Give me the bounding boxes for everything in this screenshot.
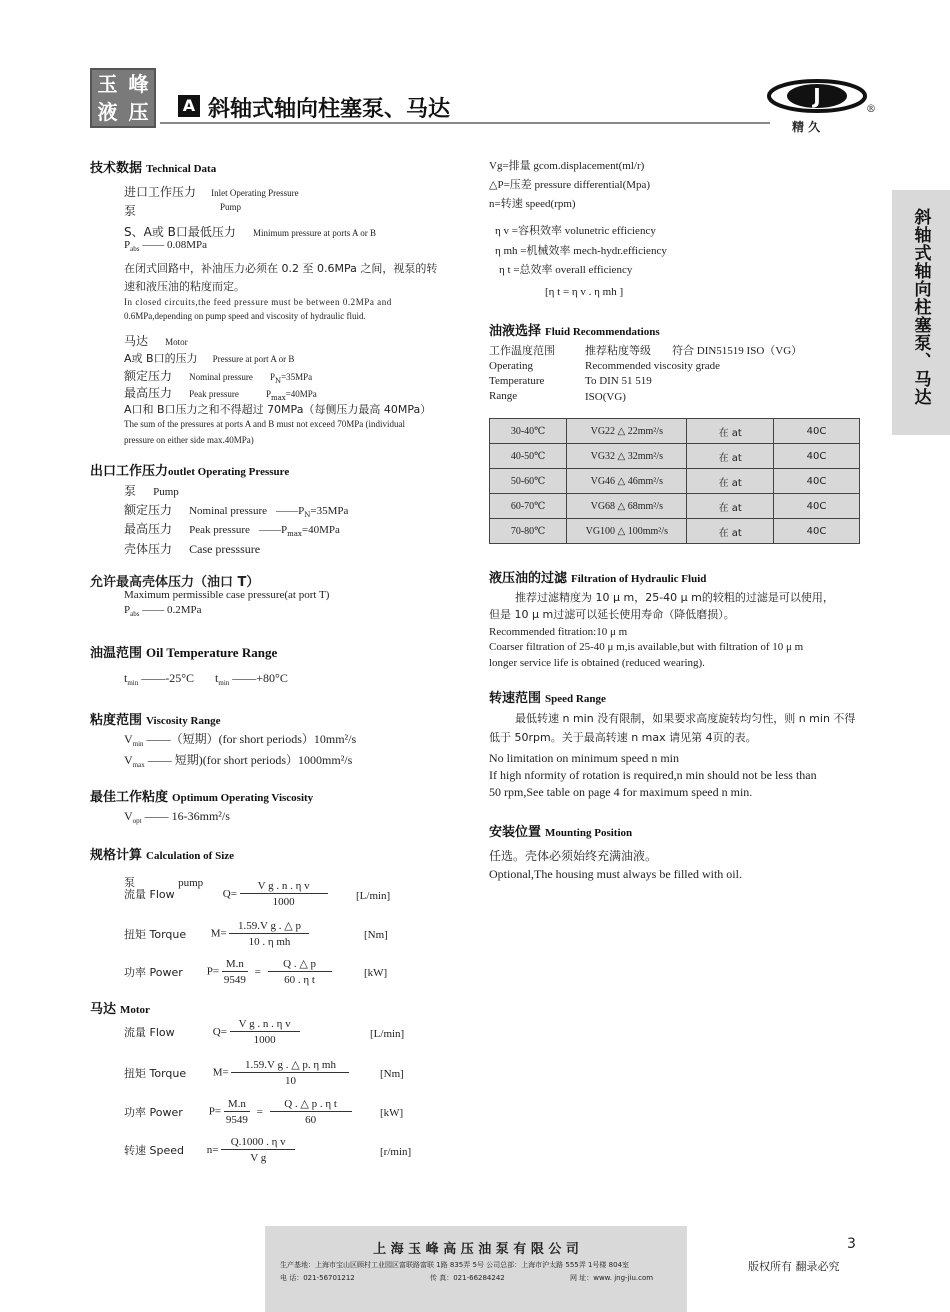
fluid-col-zh: 工作温度范围: [489, 344, 555, 357]
heading-zh: 技术数据: [90, 161, 143, 176]
label-en: Motor: [165, 337, 188, 347]
outlet-case-row: [124, 538, 260, 557]
label-zh: 泵: [124, 204, 137, 218]
efficiency-formula: [η t = η v . η mh ]: [545, 286, 624, 298]
heading-en: Calculation of Size: [146, 850, 235, 862]
pump-flow-formula: [124, 880, 391, 908]
case-max-heading: 允许最高壳体压力（油口 T）: [90, 575, 260, 590]
label-en: Nominal pressure: [189, 372, 253, 382]
symbol-sub: N: [304, 511, 311, 519]
table-cell: 在 at: [687, 469, 774, 494]
footer-address: 生产基地：上海市宝山区顾村工业园区富联路富联 1路 835弄 5号 公司总部：上海市沪太路 555弄 1号楼 804室: [280, 1261, 630, 1269]
fraction: [221, 1136, 295, 1164]
heading-en: Viscosity Range: [146, 715, 221, 727]
numerator: M.n: [224, 1098, 250, 1112]
numerator: Q . △ p: [268, 957, 332, 972]
symbol-def: η t =总效率 overall efficiency: [499, 264, 633, 276]
oil-temp-heading: [90, 642, 277, 661]
fraction: [231, 1058, 349, 1087]
label-en: pump: [178, 877, 204, 889]
numerator: Q.1000 . η v: [221, 1136, 295, 1150]
table-row: [490, 419, 860, 444]
symbol-sub: min: [218, 679, 230, 687]
motor-speed-formula: [124, 1136, 412, 1164]
footer-rights: 版权所有 翻录必究: [748, 1260, 840, 1273]
table-cell: VG68 △ 68mm²/s: [567, 494, 687, 519]
table-row: [490, 519, 860, 544]
filtration-zh: 但是 10 μ m过滤可以延长使用寿命（降低磨损）。: [489, 608, 735, 621]
speed-heading: [489, 687, 606, 706]
label-zh: 最高压力: [124, 522, 173, 536]
label-en: Pump: [153, 486, 179, 498]
pump-torque-formula: [124, 919, 388, 948]
value: —— 0.08MPa: [142, 239, 207, 251]
heading-en: Mounting Position: [545, 827, 633, 839]
pabs-row: [124, 239, 207, 253]
symbol-sub: max: [132, 761, 145, 769]
symbol: ——P: [259, 524, 288, 536]
formula-label: 扭矩 Torque: [124, 927, 187, 941]
formula-lhs: P=: [206, 965, 220, 978]
symbol: P: [124, 604, 131, 616]
formula-label: 功率 Power: [124, 1105, 183, 1119]
denominator: 60: [305, 1114, 317, 1126]
symbol-sub: opt: [132, 817, 142, 825]
fraction: [270, 1097, 352, 1126]
denominator: 9549: [225, 1113, 248, 1126]
table-cell: 30-40℃: [490, 419, 567, 444]
numerator: V g . n . η v: [240, 880, 328, 894]
table-row: [490, 444, 860, 469]
filtration-en: Coarser filtration of 25-40 μ m,is available,but with filtration of 10 μ m: [489, 641, 804, 653]
filtration-en: longer service life is obtained (reduced wearing).: [489, 657, 705, 669]
footer-web: 网 址：www. jng-jiu.com: [570, 1274, 654, 1282]
outlet-heading: [90, 460, 289, 479]
label-en: Nominal pressure: [189, 505, 268, 517]
speed-zh: 最低转速 n min 没有限制，如果要求高度旋转均匀性，则 n min 不得: [515, 712, 856, 725]
closed-circuit-en: 0.6MPa,depending on pump speed and viscosity of hydraulic fluid.: [124, 311, 366, 321]
filtration-heading: [489, 567, 706, 586]
symbol-sub: min: [132, 740, 144, 748]
fluid-col-en: Recommended viscosity grade: [585, 360, 721, 372]
outlet-pump-row: [124, 480, 179, 499]
formula-label: 扭矩 Torque: [124, 1066, 187, 1080]
fraction: [224, 1098, 250, 1126]
logo-char: 液: [97, 100, 118, 124]
speed-en: If high nformity of rotation is required,n min should not be less than: [489, 768, 817, 782]
table-cell: 在 at: [687, 494, 774, 519]
heading-zh: 液压油的过滤: [489, 571, 568, 586]
speed-zh: 低于 50rpm。关于最高转速 n max 请见第 4页的表。: [489, 731, 757, 744]
fluid-col-en: Operating Temperature Range: [489, 360, 545, 402]
formula-unit: [r/min]: [380, 1146, 412, 1158]
mounting-heading: [489, 821, 632, 840]
symbol: t: [215, 671, 219, 685]
fluid-col-zh: 符合 DIN51519 ISO（VG）: [672, 345, 803, 357]
value: —— 16-36mm²/s: [144, 809, 230, 823]
brand-logo: [762, 76, 876, 136]
symbol-sub: abs: [130, 245, 140, 253]
formula-label: 流量 Flow: [124, 888, 175, 901]
formula-lhs: P=: [208, 1105, 222, 1118]
closed-circuit-zh: 速和液压油的粘度而定。: [124, 280, 245, 293]
heading-zh: 粘度范围: [90, 713, 143, 728]
denominator: 10 . η mh: [248, 936, 291, 948]
label-en: Minimum pressure at ports A or B: [252, 228, 376, 238]
symbol-def: △P=压差 pressure differential(Mpa): [489, 179, 651, 191]
heading-zh: 油液选择: [489, 324, 542, 339]
sum-en: pressure on either side max.40MPa): [124, 435, 254, 445]
table-cell: 在 at: [687, 519, 774, 544]
symbol-sub: max: [287, 530, 302, 538]
denominator: 60 . η t: [284, 974, 315, 986]
heading-zh: 安装位置: [489, 825, 542, 840]
closed-circuit-zh: 在闭式回路中，补油压力必须在 0.2 至 0.6MPa 之间，视泵的转: [124, 262, 438, 275]
case-max-en: Maximum permissible case pressure(at port T): [124, 589, 330, 601]
heading-zh: 最佳工作粘度: [90, 790, 169, 805]
equals: =: [254, 965, 261, 978]
fraction: [230, 1018, 300, 1046]
filtration-en: Recommended fitration:10 μ m: [489, 626, 628, 638]
formula-unit: [L/min]: [356, 890, 391, 902]
formula-unit: [kW]: [364, 967, 388, 979]
table-cell: VG32 △ 32mm²/s: [567, 444, 687, 469]
formula-label: 功率 Power: [124, 965, 183, 979]
vmax-row: [124, 751, 352, 769]
value: ——+80°C: [232, 671, 288, 685]
value: ——（短期）(for short periods）10mm²/s: [146, 732, 357, 746]
outlet-nominal-row: [124, 499, 348, 519]
symbol-def: η mh =机械效率 mech-hydr.efficiency: [495, 245, 667, 257]
label-zh: 壳体压力: [124, 542, 173, 556]
formula-unit: [Nm]: [380, 1068, 404, 1080]
vmin-row: [124, 730, 356, 748]
label-en: Pressure at port A or B: [212, 354, 295, 364]
table-cell: 40C: [774, 444, 860, 469]
formula-lhs: M=: [210, 927, 227, 940]
fraction: [229, 919, 309, 948]
calc-heading: [90, 844, 234, 863]
heading-en: Fluid Recommendations: [545, 326, 660, 338]
table-cell: 70-80℃: [490, 519, 567, 544]
footer-company: 上 海 玉 峰 高 压 油 泵 有 限 公 司: [373, 1242, 579, 1257]
symbol: V: [124, 732, 133, 746]
label-zh: 泵: [124, 876, 135, 889]
motor-flow-formula: [124, 1018, 405, 1046]
case-max-value: [124, 604, 202, 618]
min-press-row: [124, 221, 376, 240]
table-cell: 在 at: [687, 419, 774, 444]
heading-en: Technical Data: [146, 163, 217, 175]
side-tab: [892, 190, 950, 435]
section-badge: A: [178, 95, 200, 117]
label-en: Pump: [220, 202, 242, 212]
label-zh: A或 B口的压力: [124, 352, 198, 365]
symbol: V: [124, 753, 133, 767]
table-cell: VG22 △ 22mm²/s: [567, 419, 687, 444]
heading-en: outlet Operating Pressure: [168, 466, 290, 478]
label-zh: 额定压力: [124, 503, 173, 517]
sum-en: The sum of the pressures at ports A and B must not exceed 70MPa (individual: [124, 419, 405, 429]
optimum-heading: [90, 786, 313, 805]
footer-phone: 电 话：021-56701212: [280, 1274, 355, 1282]
optimum-value: [124, 809, 230, 825]
denominator: 1000: [253, 1034, 276, 1046]
page-number: 3: [847, 1236, 856, 1252]
pump-row: [124, 200, 242, 219]
heading-en: Speed Range: [545, 693, 606, 705]
symbol: P: [124, 239, 131, 251]
symbol-sub: abs: [130, 610, 140, 618]
numerator: 1.59.V g . △ p. η mh: [231, 1058, 349, 1073]
viscosity-table: [489, 418, 860, 544]
value: ——-25°C: [141, 671, 195, 685]
inlet-row: [124, 181, 299, 200]
fraction: [268, 957, 332, 986]
symbol-sub: N: [274, 377, 282, 385]
denominator: 1000: [272, 896, 295, 908]
table-cell: VG46 △ 46mm²/s: [567, 469, 687, 494]
mounting-en: Optional,The housing must always be filled with oil.: [489, 867, 742, 881]
formula-label: 转速 Speed: [124, 1144, 184, 1157]
side-tab-text: 斜轴式轴向柱塞泵、马达: [910, 208, 931, 406]
label-en: Inlet Operating Pressure: [211, 188, 299, 198]
temp-range-row: [124, 671, 288, 687]
table-cell: 40C: [774, 519, 860, 544]
formula-unit: [Nm]: [364, 929, 388, 941]
mounting-zh: 任选。壳体必须始终充满油液。: [489, 849, 658, 863]
heading-zh: 规格计算: [90, 848, 143, 863]
registered-mark: ®: [866, 104, 876, 115]
symbol: P: [265, 389, 271, 399]
heading-en: Optimum Operating Viscosity: [172, 792, 314, 804]
label-zh: 泵: [124, 484, 137, 498]
label-zh: S、A或 B口最低压力: [124, 225, 236, 239]
label-en: Peak pressure: [189, 389, 239, 399]
filtration-zh: 推荐过滤精度为 10 μ m，25-40 μ m的较粗的过滤是可以使用，: [515, 591, 834, 604]
formula-lhs: M=: [212, 1066, 229, 1079]
calc-motor-heading: [90, 998, 150, 1017]
viscosity-heading: [90, 709, 220, 728]
symbol: P: [269, 372, 275, 382]
value: =35MPa: [310, 505, 349, 517]
formula-unit: [L/min]: [370, 1028, 405, 1040]
denominator: 9549: [223, 973, 246, 986]
outlet-peak-row: [124, 518, 340, 538]
symbol-def: n=转速 speed(rpm): [489, 198, 576, 210]
fluid-col-zh: 推荐粘度等级: [585, 344, 651, 357]
label-zh: 进口工作压力: [124, 185, 197, 199]
brand-text: 精 久: [792, 120, 821, 134]
fluid-col-en: ISO(VG): [585, 391, 626, 403]
value: —— 短期)(for short periods）1000mm²/s: [147, 753, 353, 767]
symbol-sub: min: [127, 679, 139, 687]
numerator: 1.59.V g . △ p: [229, 919, 309, 934]
logo-char: 峰: [128, 72, 149, 96]
heading-en: Filtration of Hydraulic Fluid: [571, 573, 707, 585]
closed-circuit-en: In closed circuits,the feed pressure must be between 0.2MPa and: [124, 297, 392, 307]
formula-lhs: n=: [206, 1144, 219, 1156]
numerator: Q . △ p . η t: [270, 1097, 352, 1112]
speed-en: 50 rpm,See table on page 4 for maximum speed n min.: [489, 785, 753, 799]
formula-label: 流量 Flow: [124, 1026, 175, 1039]
formula-lhs: Q=: [222, 888, 237, 900]
svg-text:J: J: [813, 84, 821, 108]
heading-en: Motor: [120, 1004, 150, 1016]
page-title: 斜轴式轴向柱塞泵、马达: [208, 97, 451, 122]
table-cell: 40C: [774, 494, 860, 519]
tech-data-heading: [90, 157, 216, 176]
heading-en: Oil Temperature Range: [146, 645, 278, 660]
formula-unit: [kW]: [380, 1107, 404, 1119]
denominator: 10: [284, 1075, 296, 1087]
table-cell: 50-60℃: [490, 469, 567, 494]
numerator: V g . n . η v: [230, 1018, 300, 1032]
equals: =: [256, 1105, 263, 1118]
label-zh: 最高压力: [124, 386, 173, 400]
pump-power-formula: [124, 957, 388, 986]
brand-mark-icon: [762, 76, 872, 116]
port-press-row: [124, 347, 294, 366]
table-cell: 在 at: [687, 444, 774, 469]
logo-char: 压: [128, 100, 149, 124]
table-cell: 40C: [774, 469, 860, 494]
table-cell: VG100 △ 100mm²/s: [567, 519, 687, 544]
value: =40MPa: [301, 524, 340, 536]
heading-zh: 转速范围: [489, 691, 542, 706]
value: =40MPa: [285, 389, 317, 399]
sum-zh: A口和 B口压力之和不得超过 70MPa（每侧压力最高 40MPa）: [124, 403, 432, 416]
speed-en: No limitation on minimum speed n min: [489, 751, 679, 765]
numerator: M.n: [222, 958, 248, 972]
motor-torque-formula: [124, 1058, 404, 1087]
heading-zh: 出口工作压力: [90, 464, 169, 479]
symbol-def: Vg=排量 gcom.displacement(ml/r): [489, 160, 645, 172]
label-en: Case presssure: [189, 542, 261, 556]
peak-row: [124, 382, 317, 402]
value: —— 0.2MPa: [142, 604, 202, 616]
label-zh: 额定压力: [124, 369, 173, 383]
symbol-sub: max: [270, 394, 286, 402]
label-zh: 马达: [124, 334, 149, 348]
symbol: ——P: [276, 505, 305, 517]
table-cell: 40C: [774, 419, 860, 444]
heading-zh: 油温范围: [90, 646, 143, 661]
symbol: t: [124, 671, 128, 685]
footer-fax: 传 真：021-66284242: [430, 1274, 505, 1282]
value: =35MPa: [281, 372, 313, 382]
fraction: [222, 958, 248, 986]
label-en: Peak pressure: [189, 524, 250, 536]
motor-power-formula: [124, 1097, 404, 1126]
fluid-heading: [489, 320, 660, 339]
table-row: [490, 494, 860, 519]
header-logo: [90, 68, 156, 128]
symbol: V: [124, 809, 133, 823]
denominator: V g: [250, 1152, 267, 1164]
fraction: [240, 880, 328, 908]
table-row: [490, 469, 860, 494]
heading-zh: 马达: [90, 1002, 117, 1017]
table-cell: 40-50℃: [490, 444, 567, 469]
logo-char: 玉: [97, 72, 118, 96]
table-cell: 60-70℃: [490, 494, 567, 519]
fluid-col-en: To DIN 51 519: [585, 375, 652, 387]
symbol-def: η v =容积效率 volunetric efficiency: [495, 225, 656, 237]
formula-lhs: Q=: [212, 1026, 227, 1038]
